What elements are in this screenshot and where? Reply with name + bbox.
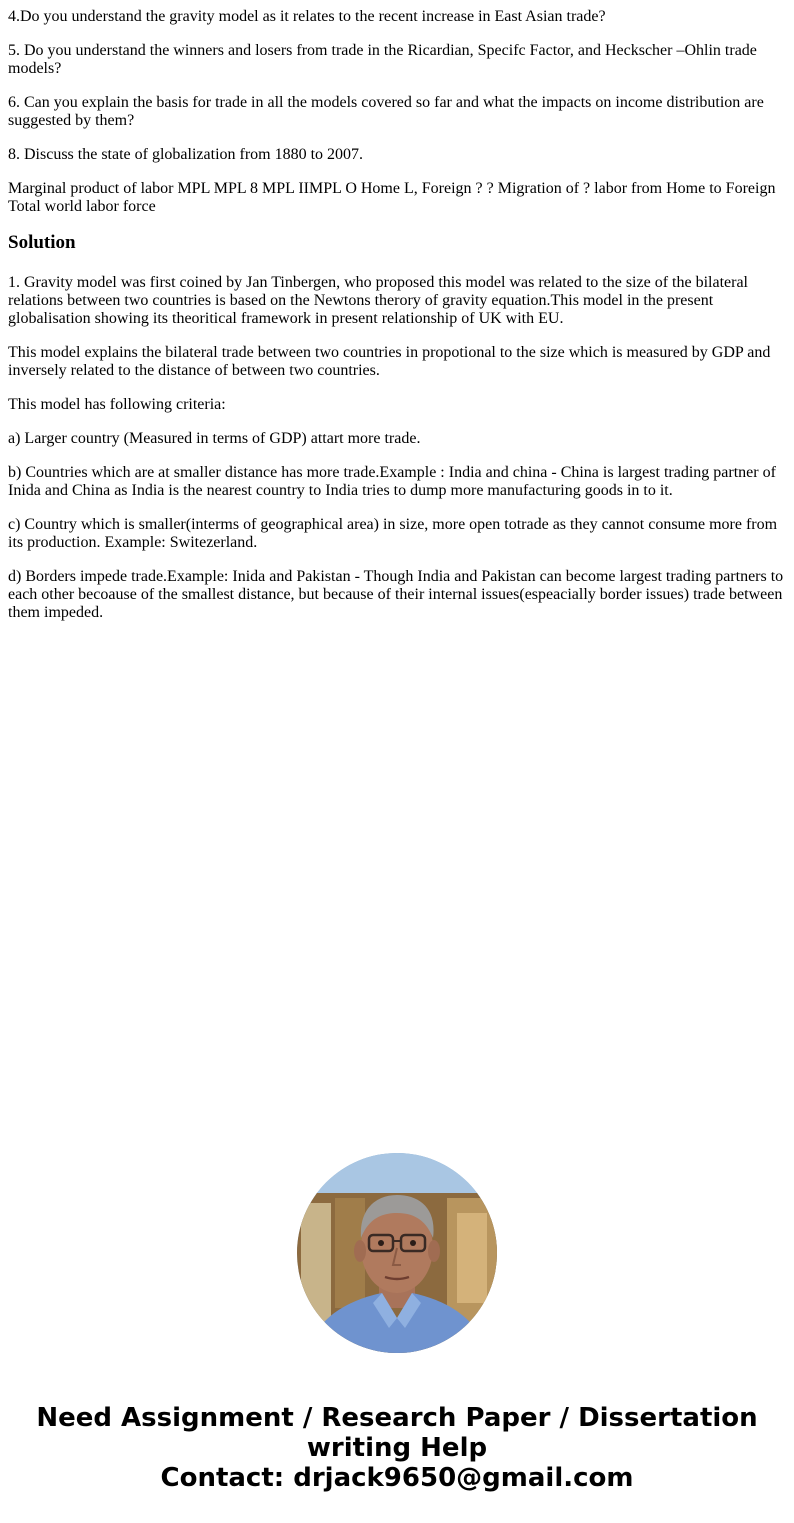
solution-criterion-b: b) Countries which are at smaller distance has more trade.Example : India and china - China is largest trading partner of Inida and China as India is the nearest country to India tries to dump more manufacturing goods in to it. xyxy=(8,464,776,499)
promo-line-1: Need Assignment / Research Paper / Dissertation xyxy=(36,1403,758,1433)
promo-banner xyxy=(0,1403,794,1493)
solution-criterion-c: c) Country which is smaller(interms of geographical area) in size, more open totrade as they cannot consume more from its production. Example: Switezerland. xyxy=(8,516,778,551)
author-photo xyxy=(297,1153,497,1353)
author-avatar xyxy=(297,1153,497,1353)
figure-text: Marginal product of labor MPL MPL 8 MPL IIMPL O Home L, Foreign ? ? Migration of ? labor from Home to Foreign Total world labor force xyxy=(8,180,776,215)
solution-criterion-d: d) Borders impede trade.Example: Inida and Pakistan - Though India and Pakistan can become largest trading partners to each other becoause of the smallest distance, but because of their internal issues(espeacially border issues) trade between them impeded. xyxy=(8,568,784,621)
solution-paragraph: This model has following criteria: xyxy=(8,396,226,413)
question-5: 5. Do you understand the winners and losers from trade in the Ricardian, Specifc Factor, and Heckscher –Ohlin trade models? xyxy=(8,42,757,77)
solution-heading: Solution xyxy=(8,232,76,253)
solution-paragraph: 1. Gravity model was first coined by Jan Tinbergen, who proposed this model was related to the size of the bilateral relations between two countries is based on the Newtons therory of gravity equation.This model in the present globalisation showing its theoritical framework in present relationship of UK with EU. xyxy=(8,274,748,327)
solution-criterion-a: a) Larger country (Measured in terms of GDP) attart more trade. xyxy=(8,430,421,447)
question-4: 4.Do you understand the gravity model as it relates to the recent increase in East Asian trade? xyxy=(8,8,606,25)
question-6: 6. Can you explain the basis for trade in all the models covered so far and what the impacts on income distribution are suggested by them? xyxy=(8,94,764,129)
solution-paragraph: This model explains the bilateral trade between two countries in propotional to the size which is measured by GDP and inversely related to the distance of between two countries. xyxy=(8,344,771,379)
question-8: 8. Discuss the state of globalization from 1880 to 2007. xyxy=(8,146,364,163)
promo-contact-email: Contact: drjack9650@gmail.com xyxy=(160,1463,634,1493)
document-body xyxy=(8,8,786,638)
promo-line-2: writing Help xyxy=(306,1433,488,1463)
